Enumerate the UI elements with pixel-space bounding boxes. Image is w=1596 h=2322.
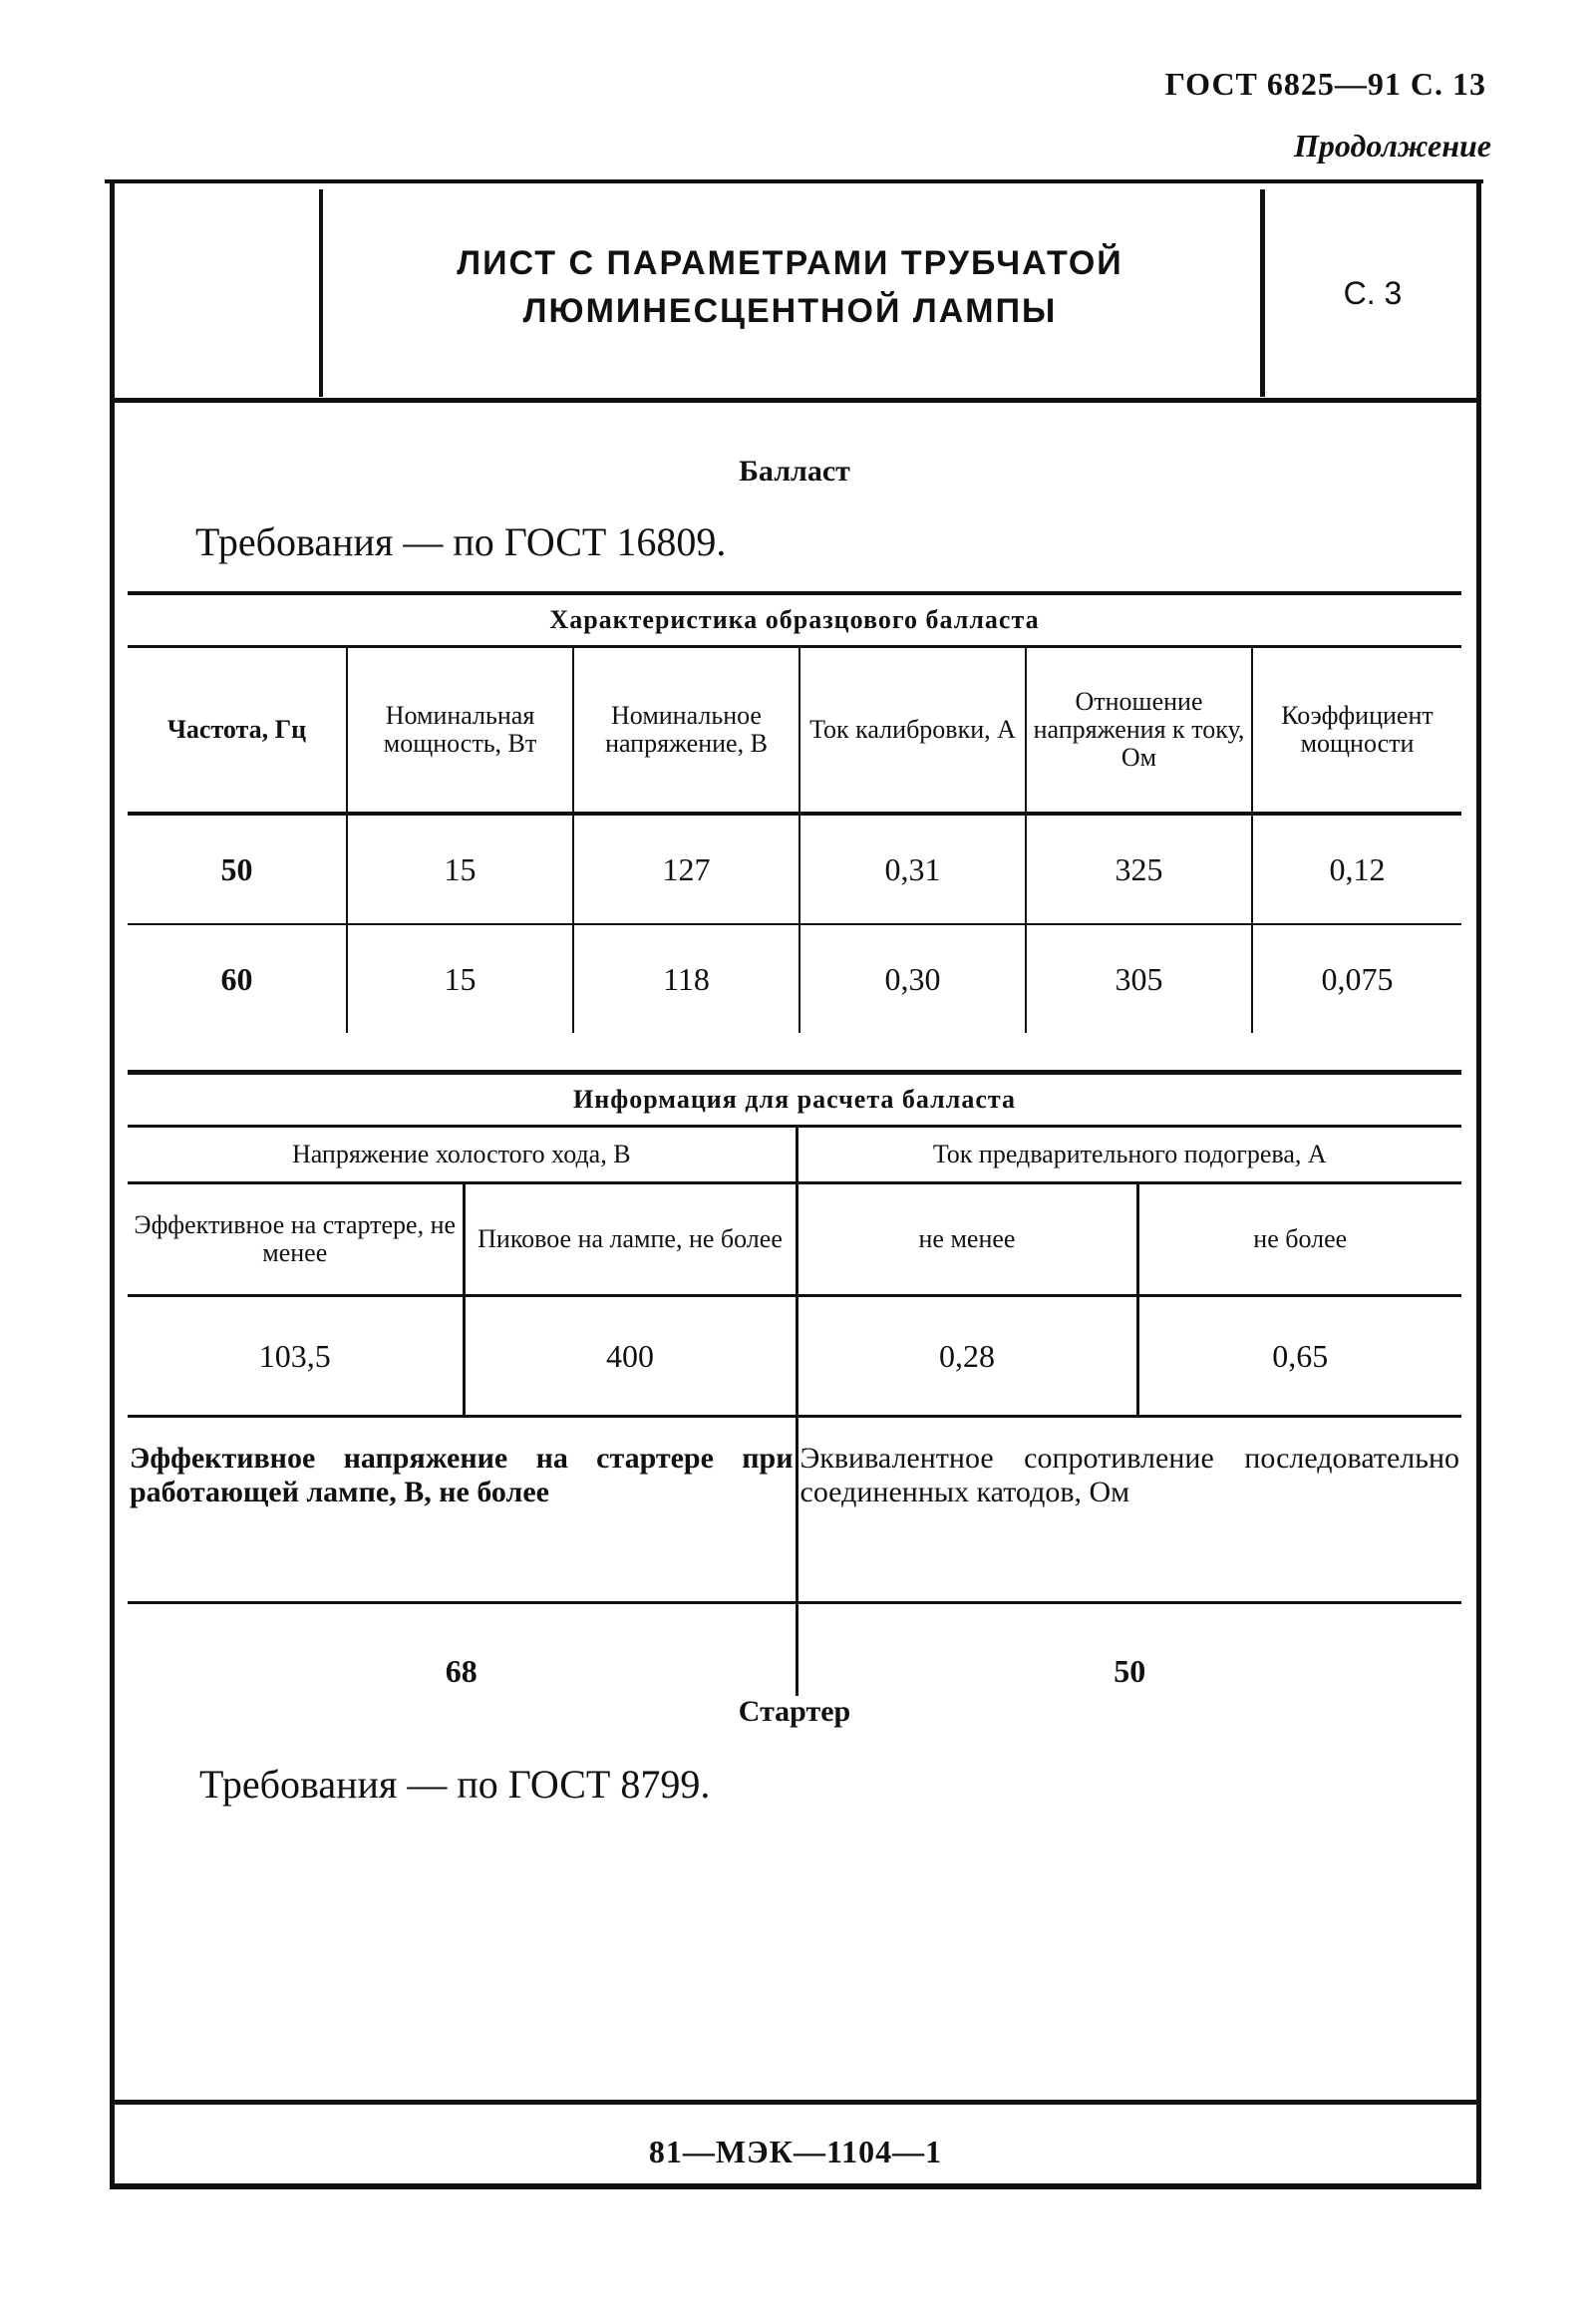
group-header-preheat-current: Ток предварительного подогрева, А bbox=[797, 1127, 1461, 1183]
ballast-heading: Балласт bbox=[739, 455, 850, 488]
cathode-resistance-value: 50 bbox=[797, 1603, 1461, 1697]
cell-rated-power: 15 bbox=[347, 924, 573, 1033]
col-header-starter-rms: Эффективное на стартере, не менее bbox=[128, 1183, 464, 1296]
cell-power-factor: 0,12 bbox=[1252, 814, 1461, 924]
col-header-rated-voltage: Номинальное напряжение, В bbox=[573, 647, 799, 815]
cell-power-factor: 0,075 bbox=[1252, 924, 1461, 1033]
col-header-rated-power: Номинальная мощность, Вт bbox=[347, 647, 573, 815]
title-divider-left bbox=[319, 189, 323, 397]
ballast-calc-caption: Информация для расчета балласта bbox=[128, 1073, 1461, 1127]
cell-preheat-max: 0,65 bbox=[1137, 1296, 1461, 1417]
starter-requirement: Требования — по ГОСТ 8799. bbox=[199, 1762, 711, 1807]
table-row bbox=[128, 924, 1461, 1033]
cell-frequency: 60 bbox=[220, 960, 253, 997]
sheet-title-line-1: ЛИСТ С ПАРАМЕТРАМИ ТРУБЧАТОЙ bbox=[457, 244, 1123, 282]
ballast-requirement: Требования — по ГОСТ 16809. bbox=[195, 519, 727, 564]
reference-ballast-table bbox=[128, 591, 1461, 1033]
table-row bbox=[128, 814, 1461, 924]
footer-code: 81—МЭК—1104—1 bbox=[648, 2134, 943, 2169]
group-header-open-circuit-voltage: Напряжение холостого хода, В bbox=[128, 1127, 797, 1183]
starter-heading: Стартер bbox=[738, 1695, 851, 1728]
cell-voltage-current-ratio: 325 bbox=[1026, 814, 1252, 924]
cell-rated-voltage: 127 bbox=[573, 814, 799, 924]
cell-rated-voltage: 118 bbox=[573, 924, 799, 1033]
col-header-preheat-min: не менее bbox=[797, 1183, 1137, 1296]
col-header-preheat-max: не более bbox=[1137, 1183, 1461, 1296]
continuation-label: Продолжение bbox=[1294, 128, 1491, 164]
cell-calibration-current: 0,30 bbox=[799, 924, 1026, 1033]
cell-lamp-peak: 400 bbox=[464, 1296, 797, 1417]
col-header-lamp-peak: Пиковое на лампе, не более bbox=[464, 1183, 797, 1296]
footer-rule bbox=[115, 2100, 1476, 2105]
starter-voltage-value: 68 bbox=[445, 1653, 478, 1689]
col-header-calibration-current: Ток калибровки, А bbox=[799, 647, 1026, 815]
col-header-power-factor: Коэффициент мощности bbox=[1252, 647, 1461, 815]
title-divider-right bbox=[1260, 189, 1265, 397]
cell-voltage-current-ratio: 305 bbox=[1026, 924, 1252, 1033]
cell-rated-power: 15 bbox=[347, 814, 573, 924]
cell-preheat-min: 0,28 bbox=[797, 1296, 1137, 1417]
ballast-calc-table bbox=[128, 1070, 1461, 1696]
cell-calibration-current: 0,31 bbox=[799, 814, 1026, 924]
cell-starter-rms: 103,5 bbox=[128, 1296, 464, 1417]
page-header: ГОСТ 6825—91 С. 13 bbox=[1164, 66, 1486, 102]
table-row bbox=[128, 1296, 1461, 1417]
cathode-resistance-label: Эквивалентное сопротивление последовательно соединенных катодов, Ом bbox=[797, 1417, 1461, 1603]
sheet-title-line-2: ЛЮМИНЕСЦЕНТНОЙ ЛАМПЫ bbox=[522, 292, 1058, 330]
cell-frequency: 50 bbox=[128, 814, 347, 924]
sheet-number: С. 3 bbox=[1343, 275, 1403, 311]
col-header-voltage-current-ratio: Отношение напряжения к току, Ом bbox=[1026, 647, 1252, 815]
sheet-title bbox=[329, 239, 1251, 335]
col-header-frequency: Частота, Гц bbox=[128, 647, 347, 815]
reference-ballast-caption: Характеристика образцового балласта bbox=[128, 593, 1461, 647]
starter-voltage-label: Эффективное напряжение на стартере при работающей лампе, В, не более bbox=[128, 1417, 797, 1603]
